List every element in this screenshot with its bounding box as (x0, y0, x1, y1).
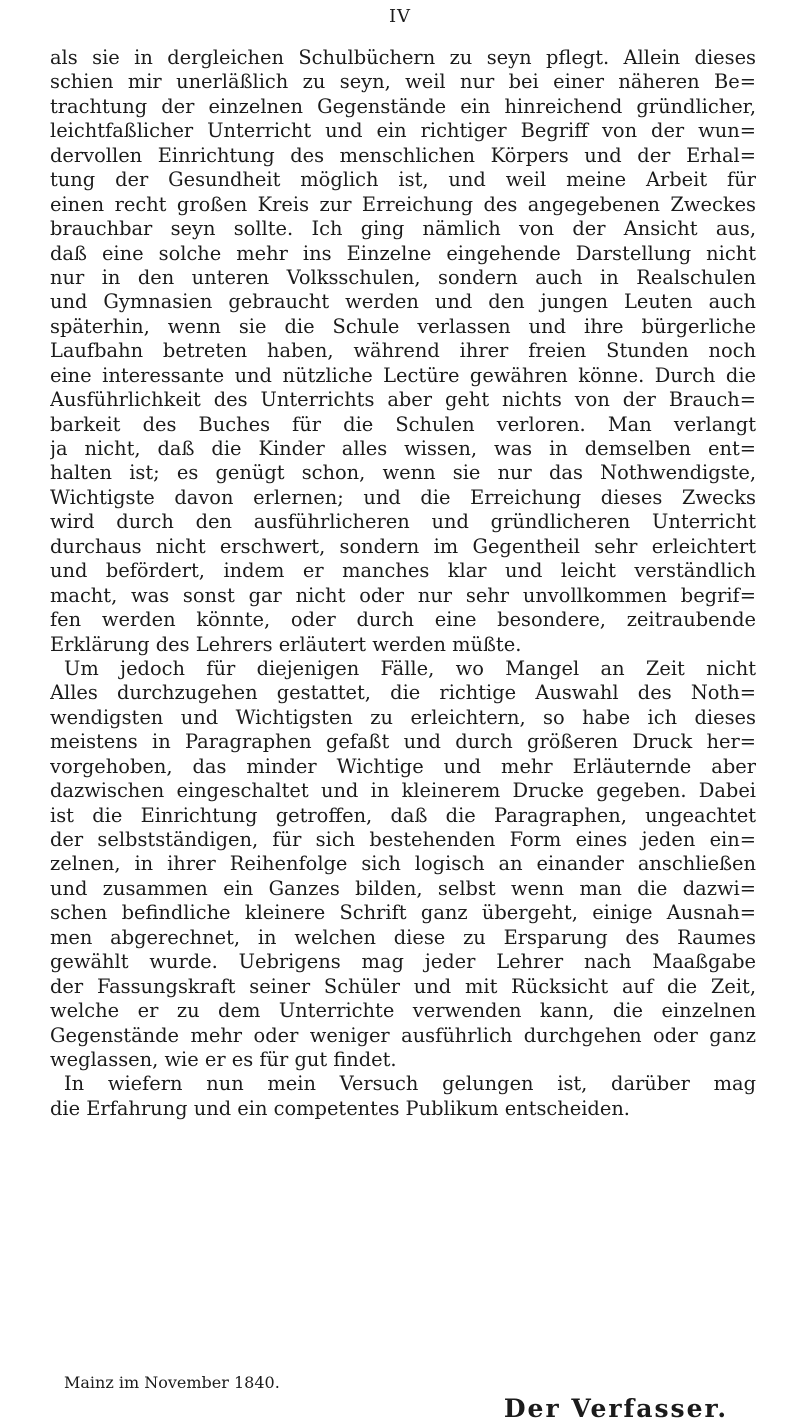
text-line: eine interessante und nützliche Lectüre gewähren könne. Durch die (50, 363, 756, 387)
text-line: dervollen Einrichtung des menschlichen Körpers und der Erhal= (50, 143, 756, 167)
author-signature: Der Verfasser. (503, 1394, 729, 1423)
place-date: Mainz im November 1840. (64, 1373, 280, 1392)
text-line: barkeit des Buches für die Schulen verloren. Man verlangt (50, 412, 756, 436)
text-line: die Erfahrung und ein competentes Publikum entscheiden. (50, 1096, 630, 1120)
text-line: fen werden könnte, oder durch eine besondere, zeitraubende (50, 608, 756, 632)
text-line: Laufbahn betreten haben, während ihrer freien Stunden noch (50, 339, 756, 363)
text-line: Gegenstände mehr oder weniger ausführlich durchgehen oder ganz (50, 1023, 756, 1047)
text-line: brauchbar seyn sollte. Ich ging nämlich von der Ansicht aus, (50, 217, 756, 241)
text-line: wendigsten und Wichtigsten zu erleichtern, so habe ich dieses (50, 705, 756, 729)
text-line: welche er zu dem Unterrichte verwenden kann, die einzelnen (50, 999, 756, 1023)
text-line: als sie in dergleichen Schulbüchern zu seyn pflegt. Allein dieses (50, 46, 756, 69)
text-line: daß eine solche mehr ins Einzelne eingehende Darstellung nicht (50, 241, 756, 265)
text-line: leichtfaßlicher Unterricht und ein richtiger Begriff von der wun= (50, 119, 756, 143)
text-line: späterhin, wenn sie die Schule verlassen und ihre bürgerliche (50, 314, 756, 338)
text-line: durchaus nicht erschwert, sondern im Gegentheil sehr erleichtert (50, 534, 756, 558)
text-line: trachtung der einzelnen Gegenstände ein hinreichend gründlicher, (50, 94, 756, 118)
text-line: schen befindliche kleinere Schrift ganz übergeht, einige Ausnah= (50, 901, 756, 925)
page-number: IV (388, 6, 412, 27)
text-line: macht, was sonst gar nicht oder nur sehr unvollkommen begrif= (50, 583, 756, 607)
text-line: Ausführlichkeit des Unterrichts aber geht nichts von der Brauch= (50, 388, 756, 412)
text-line: nur in den unteren Volksschulen, sondern auch in Realschulen (50, 265, 756, 289)
text-line: Um jedoch für diejenigen Fälle, wo Mangel an Zeit nicht (64, 656, 756, 680)
text-line: der selbstständigen, für sich bestehenden Form eines jeden ein= (50, 828, 756, 851)
text-line: weglassen, wie er es für gut findet. (50, 1047, 397, 1071)
text-line: men abgerechnet, in welchen diese zu Ersparung des Raumes (50, 925, 756, 949)
text-line: und zusammen ein Ganzes bilden, selbst wenn man die dazwi= (50, 876, 756, 900)
text-line: der Fassungskraft seiner Schüler und mit Rücksicht auf die Zeit, (50, 974, 756, 998)
preface-text (50, 46, 756, 1121)
text-line: Wichtigste davon erlernen; und die Erreichung dieses Zwecks (50, 485, 756, 509)
text-line: Alles durchzugehen gestattet, die richtige Auswahl des Noth= (50, 681, 756, 705)
text-line: In wiefern nun mein Versuch gelungen ist, darüber mag (64, 1072, 756, 1096)
text-line: schien mir unerläßlich zu seyn, weil nur bei einer näheren Be= (50, 70, 756, 94)
text-line: zelnen, in ihrer Reihenfolge sich logisch an einander anschließen (50, 852, 756, 876)
text-line: tung der Gesundheit möglich ist, und weil meine Arbeit für (50, 168, 756, 192)
text-line: gewählt wurde. Uebrigens mag jeder Lehrer nach Maaßgabe (50, 950, 756, 974)
text-line: ist die Einrichtung getroffen, daß die Paragraphen, ungeachtet (50, 803, 756, 827)
text-line: Erklärung des Lehrers erläutert werden müßte. (50, 632, 522, 656)
text-line: dazwischen eingeschaltet und in kleinerem Drucke gegeben. Dabei (50, 779, 756, 803)
text-line: ja nicht, daß die Kinder alles wissen, was in demselben ent= (50, 437, 756, 460)
text-line: vorgehoben, das minder Wichtige und mehr Erläuternde aber (50, 754, 756, 778)
text-line: einen recht großen Kreis zur Erreichung des angegebenen Zweckes (50, 192, 756, 216)
text-line: halten ist; es genügt schon, wenn sie nur das Nothwendigste, (50, 461, 756, 485)
text-line: meistens in Paragraphen gefaßt und durch größeren Druck her= (50, 730, 756, 754)
text-line: und befördert, indem er manches klar und leicht verständlich (50, 559, 756, 583)
text-line: und Gymnasien gebraucht werden und den jungen Leuten auch (50, 290, 756, 314)
text-line: wird durch den ausführlicheren und gründlicheren Unterricht (50, 510, 756, 534)
